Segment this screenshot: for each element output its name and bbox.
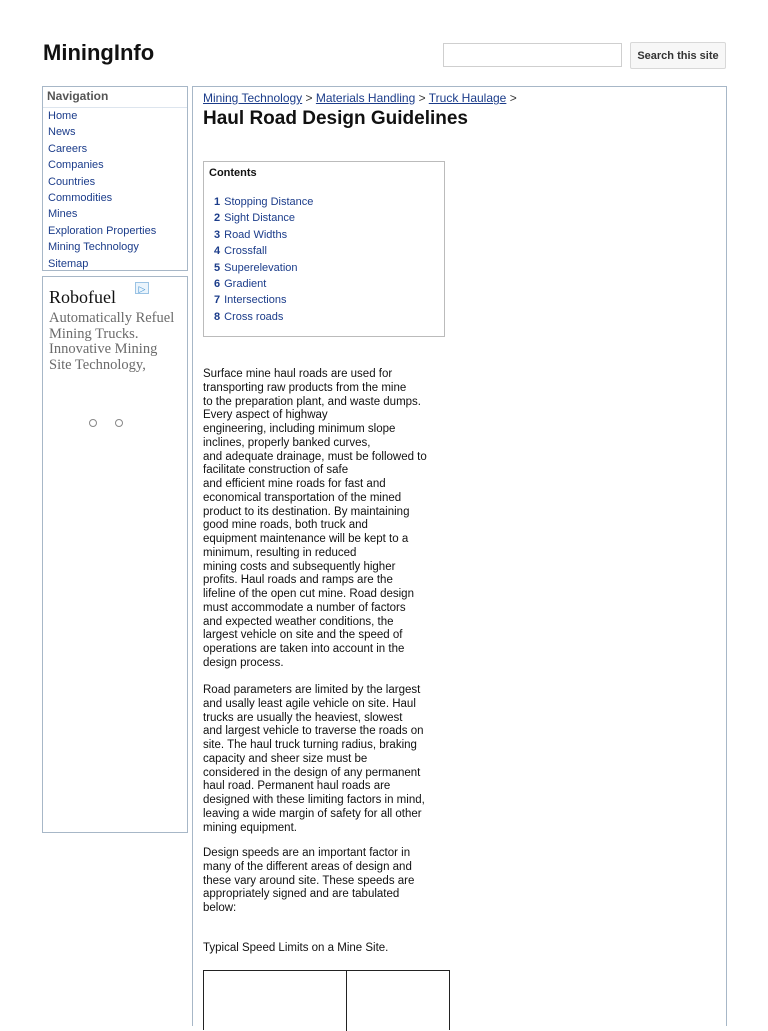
search-input[interactable] [443, 43, 622, 67]
nav-link-mines[interactable]: Mines [48, 208, 78, 221]
nav-link-home[interactable]: Home [48, 110, 78, 122]
nav-link-sitemap[interactable]: Sitemap [48, 257, 89, 270]
breadcrumb [203, 91, 517, 105]
toc-item [214, 276, 313, 292]
toc-number: 3 [214, 228, 221, 241]
nav-link-countries[interactable]: Countries [48, 175, 96, 188]
toc-item [214, 210, 313, 226]
table-of-contents [203, 161, 445, 337]
ad-choices-icon[interactable]: ▷ [135, 282, 149, 294]
breadcrumb-separator: > [509, 91, 517, 105]
site-title[interactable]: MiningInfo [43, 40, 155, 65]
toc-link-cross-roads[interactable]: Cross roads [224, 310, 284, 323]
ad-dot-2-icon[interactable] [115, 419, 123, 427]
paragraph-road-parameters: Road parameters are limited by the largest and usally least agile vehicle on site. Haul trucks are usually the heaviest, slowest and largest vehicle to traverse the roads on site. The haul truck turning radius, braking capacity and sheer size must be considered in the design of any permanent haul road. Permanent haul roads are designed with these limiting factors in mind, leaving a wide margin of safety for all other mining equipment. [203, 684, 425, 834]
search-button[interactable]: Search this site [630, 42, 726, 69]
toc-item [214, 194, 313, 210]
table-caption: Typical Speed Limits on a Mine Site. [203, 942, 389, 954]
breadcrumb-link-materials-handling[interactable]: Materials Handling [315, 91, 416, 105]
toc-link-road-widths[interactable]: Road Widths [224, 228, 288, 241]
toc-number: 8 [214, 310, 221, 323]
nav-link-news[interactable]: News [48, 126, 76, 139]
toc-number: 2 [214, 212, 221, 225]
nav-item-exploration-properties [48, 223, 187, 239]
main-content [192, 86, 727, 1026]
toc-link-intersections[interactable]: Intersections [224, 294, 287, 307]
toc-number: 6 [214, 277, 221, 290]
toc-item [214, 227, 313, 243]
toc-number: 7 [214, 294, 221, 307]
ad-panel[interactable] [42, 276, 188, 833]
toc-link-superelevation[interactable]: Superelevation [224, 261, 298, 274]
speed-limits-table [203, 970, 450, 1030]
nav-item-commodities [48, 190, 187, 206]
breadcrumb-separator: > [305, 91, 313, 105]
navigation-list [43, 108, 187, 272]
ad-dot-1-icon[interactable] [89, 419, 97, 427]
breadcrumb-separator: > [418, 91, 426, 105]
nav-item-companies [48, 157, 187, 173]
paragraph-intro: Surface mine haul roads are used for transporting raw products from the mine to the preparation plant, and waste dumps. Every aspect of highway engineering, including minimum slope inclines, properly banked curves, and adequate drainage, must be followed to facilitate construction of safe and efficient mine roads for fast and economical transportation of the mined product to its destination. By maintaining good mine roads, both truck and equipment maintenance will be kept to a minimum, resulting in reduced mining costs and subsequently higher profits. Haul roads and ramps are the lifeline of the open cut mine. Road design must accommodate a number of factors and expected weather conditions, the largest vehicle on site and the speed of operations are taken into account in the design process. [203, 368, 427, 669]
toc-heading: Contents [209, 167, 257, 179]
nav-item-careers [48, 141, 187, 157]
toc-item [214, 243, 313, 259]
toc-link-stopping-distance[interactable]: Stopping Distance [224, 196, 314, 208]
navigation-heading: Navigation [43, 87, 187, 108]
ad-text[interactable]: Automatically Refuel Mining Trucks. Innovative Mining Site Technology, [49, 310, 175, 373]
table-column-divider [346, 971, 347, 1031]
toc-link-crossfall[interactable]: Crossfall [224, 245, 267, 258]
nav-link-commodities[interactable]: Commodities [48, 191, 113, 204]
breadcrumb-link-mining-technology[interactable]: Mining Technology [203, 91, 303, 105]
paragraph-design-speeds: Design speeds are an important factor in many of the different areas of design and these vary around site. These speeds are appropriately signed and are tabulated below: [203, 847, 415, 914]
breadcrumb-link-truck-haulage[interactable]: Truck Haulage [428, 91, 507, 105]
toc-list [214, 194, 313, 325]
page-title: Haul Road Design Guidelines [203, 108, 468, 129]
toc-item [214, 260, 313, 276]
nav-item-mining-technology [48, 239, 187, 255]
toc-item [214, 292, 313, 308]
nav-link-exploration-properties[interactable]: Exploration Properties [48, 224, 157, 237]
nav-link-mining-technology[interactable]: Mining Technology [48, 241, 139, 254]
nav-link-careers[interactable]: Careers [48, 142, 88, 155]
nav-item-mines [48, 206, 187, 222]
toc-number: 5 [214, 261, 221, 274]
toc-number: 1 [214, 196, 221, 208]
ad-title[interactable]: Robofuel [49, 287, 116, 307]
toc-item [214, 309, 313, 325]
toc-link-sight-distance[interactable]: Sight Distance [224, 212, 296, 225]
nav-item-news [48, 124, 187, 140]
nav-item-countries [48, 174, 187, 190]
navigation-panel [42, 86, 188, 271]
nav-item-sitemap [48, 256, 187, 272]
toc-link-gradient[interactable]: Gradient [224, 277, 267, 290]
nav-item-home [48, 108, 187, 124]
nav-link-companies[interactable]: Companies [48, 159, 104, 172]
toc-number: 4 [214, 245, 221, 258]
